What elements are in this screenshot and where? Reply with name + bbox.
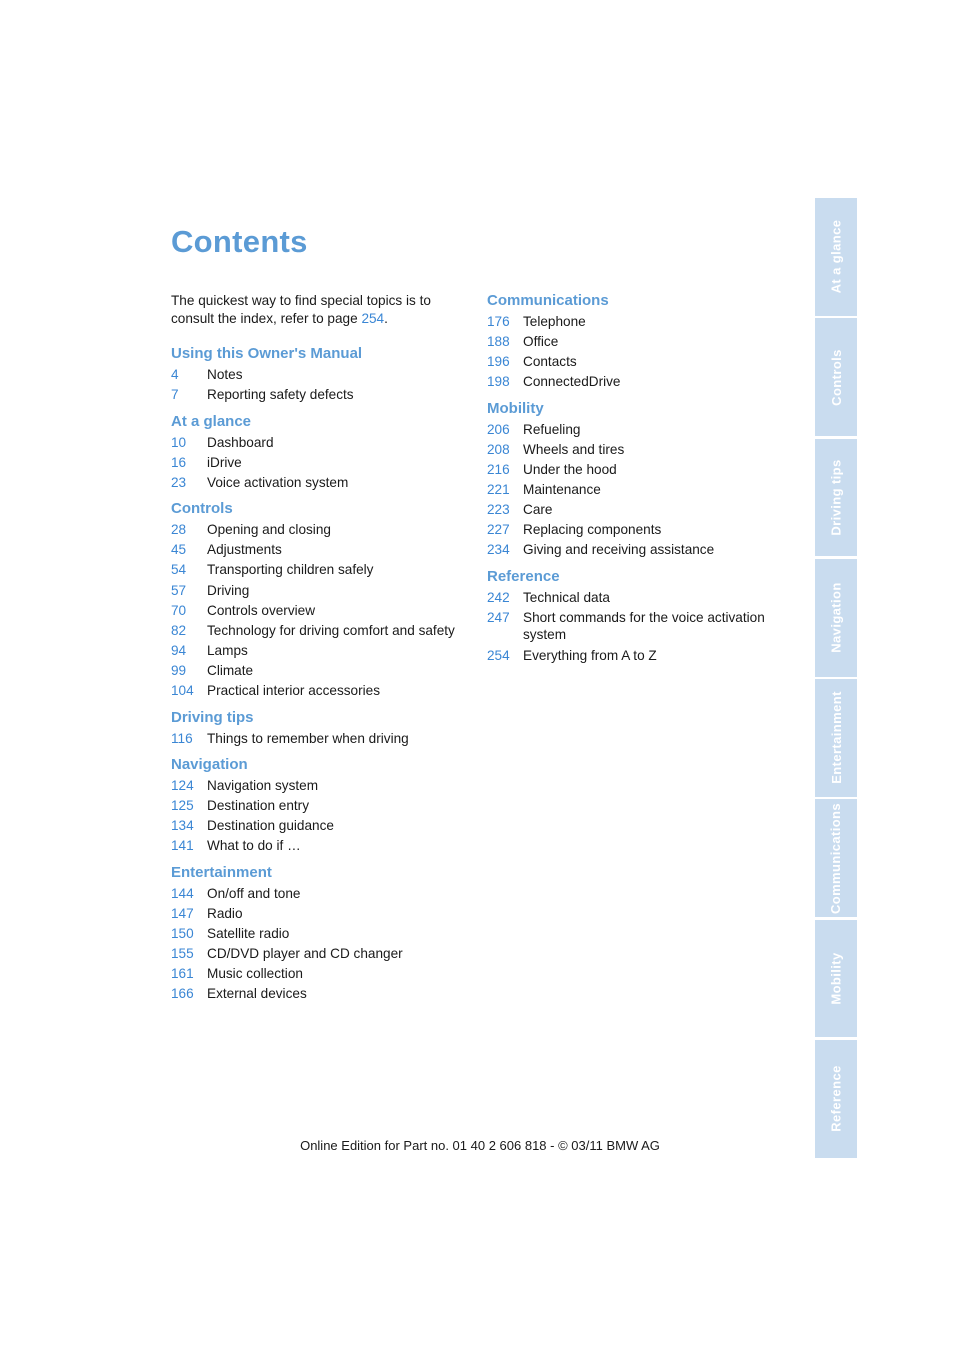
entry-page-number[interactable]: 196 [487, 354, 510, 370]
contents-entry[interactable] [171, 642, 461, 660]
entry-page-number[interactable]: 221 [487, 482, 510, 498]
entry-label: Controls overview [207, 602, 316, 618]
entry-label: Office [523, 334, 559, 350]
entry-page-number[interactable]: 57 [171, 582, 187, 598]
entry-page-number[interactable]: 124 [171, 778, 194, 794]
chapter-tab[interactable] [815, 679, 857, 797]
section-title[interactable]: Using this Owner's Manual [171, 345, 363, 362]
entry-label: Wheels and tires [523, 441, 625, 457]
contents-entry[interactable] [171, 965, 461, 983]
entry-page-number[interactable]: 247 [487, 609, 510, 625]
contents-entry[interactable] [171, 602, 461, 620]
entry-page-number[interactable]: 216 [487, 461, 510, 477]
entry-label: External devices [207, 986, 307, 1002]
contents-entry[interactable] [487, 521, 787, 539]
entry-label: Giving and receiving assistance [523, 542, 715, 558]
entry-label: Adjustments [207, 542, 282, 558]
contents-entry[interactable] [171, 366, 461, 384]
entry-page-number[interactable]: 134 [171, 818, 194, 834]
contents-entry[interactable] [171, 777, 461, 795]
intro-end: . [384, 311, 388, 326]
entry-label: Short commands for the voice activation system [523, 609, 765, 643]
contents-entry[interactable] [487, 501, 787, 519]
entry-page-number[interactable]: 23 [171, 474, 187, 490]
contents-section [171, 864, 461, 1003]
entry-page-number[interactable]: 16 [171, 454, 187, 470]
entry-label: iDrive [207, 454, 242, 470]
contents-right-column [487, 292, 787, 673]
entry-label: Contacts [523, 354, 577, 370]
entry-page-number[interactable]: 99 [171, 662, 187, 678]
contents-section [171, 345, 461, 404]
intro-text: The quickest way to find special topics is to consult the index, refer to page [171, 293, 431, 326]
entry-label: Notes [207, 367, 243, 382]
chapter-tab-label: Driving tips [828, 459, 844, 536]
contents-entry[interactable] [487, 441, 787, 459]
section-title[interactable]: Navigation [171, 756, 248, 774]
entry-label: Lamps [207, 642, 248, 658]
entry-label: Under the hood [523, 461, 617, 477]
entry-page-number[interactable]: 166 [171, 986, 194, 1002]
entry-label: What to do if … [207, 838, 301, 854]
entry-label: Transporting children safely [207, 562, 374, 578]
contents-entry[interactable] [171, 386, 461, 404]
contents-entry[interactable] [487, 333, 787, 351]
entry-page-number[interactable]: 4 [171, 367, 179, 382]
entry-label: Voice activation system [207, 474, 349, 490]
chapter-tab[interactable] [815, 318, 857, 436]
contents-section [171, 756, 461, 855]
contents-entry[interactable] [171, 521, 461, 539]
entry-label: Driving [207, 582, 250, 598]
entry-page-number[interactable]: 242 [487, 589, 510, 605]
contents-entry[interactable] [171, 622, 461, 640]
entry-label: Care [523, 502, 553, 518]
entry-label: Refueling [523, 421, 581, 437]
entry-page-number[interactable]: 141 [171, 838, 194, 854]
entry-page-number[interactable]: 7 [171, 387, 179, 403]
contents-section [487, 292, 787, 391]
contents-section [171, 500, 461, 699]
entry-label: Technology for driving comfort and safety [207, 622, 455, 638]
entry-label: Navigation system [207, 778, 319, 794]
entry-page-number[interactable]: 188 [487, 334, 510, 350]
entry-label: Things to remember when driving [207, 730, 409, 746]
entry-page-number[interactable]: 144 [171, 885, 194, 901]
chapter-tab-label: Navigation [828, 582, 844, 653]
entry-page-number[interactable]: 206 [487, 421, 510, 437]
entry-page-number[interactable]: 104 [171, 683, 194, 699]
contents-section [487, 400, 787, 559]
section-title[interactable]: At a glance [171, 412, 252, 430]
contents-section [487, 568, 787, 664]
contents-section [171, 413, 461, 492]
contents-entry[interactable] [487, 481, 787, 499]
contents-entry[interactable] [171, 885, 461, 903]
chapter-tab[interactable] [815, 439, 857, 557]
entry-page-number[interactable]: 208 [487, 441, 510, 457]
chapter-tab-label: Controls [828, 348, 844, 406]
chapter-tab[interactable] [815, 799, 857, 917]
contents-entry[interactable] [487, 609, 787, 644]
contents-entry[interactable] [487, 461, 787, 479]
contents-entry[interactable] [171, 797, 461, 815]
entry-label: Telephone [523, 314, 586, 329]
entry-page-number[interactable]: 10 [171, 434, 187, 450]
contents-entry[interactable] [487, 353, 787, 371]
entry-page-number[interactable]: 198 [487, 374, 510, 390]
entry-page-number[interactable]: 70 [171, 602, 187, 618]
entry-label: Satellite radio [207, 926, 290, 941]
contents-entry[interactable] [487, 541, 787, 559]
intro-paragraph [171, 292, 461, 328]
entry-label: Climate [207, 662, 254, 678]
section-title[interactable]: Mobility [487, 399, 544, 417]
contents-entry[interactable] [171, 582, 461, 600]
contents-entry[interactable] [487, 421, 787, 439]
page-title: Contents [171, 224, 308, 259]
contents-entry[interactable] [171, 474, 461, 492]
contents-entry[interactable] [171, 817, 461, 835]
entry-label: Music collection [207, 966, 303, 982]
chapter-tab-label: Communications [828, 802, 844, 914]
contents-entry[interactable] [171, 730, 461, 748]
entry-page-number[interactable]: 161 [171, 966, 194, 982]
entry-label: Technical data [523, 589, 610, 605]
contents-entry[interactable] [171, 682, 461, 700]
index-page-link[interactable]: 254 [361, 311, 385, 326]
entry-page-number[interactable]: 54 [171, 562, 187, 578]
contents-entry[interactable] [487, 373, 787, 391]
section-title[interactable]: Entertainment [171, 863, 272, 881]
chapter-tab-label: Entertainment [828, 691, 844, 785]
entry-label: Maintenance [523, 482, 601, 498]
contents-entry[interactable] [171, 434, 461, 452]
entry-page-number[interactable]: 234 [487, 542, 510, 558]
contents-entry[interactable] [171, 662, 461, 680]
contents-entry[interactable] [171, 945, 461, 963]
contents-entry[interactable] [487, 647, 787, 665]
chapter-tab-label: At a glance [828, 220, 844, 294]
chapter-tab[interactable] [815, 198, 857, 316]
contents-entry[interactable] [171, 985, 461, 1003]
entry-page-number[interactable]: 254 [487, 647, 510, 663]
entry-label: Destination guidance [207, 818, 334, 834]
entry-label: Destination entry [207, 798, 310, 814]
entry-label: On/off and tone [207, 885, 301, 901]
chapter-tab[interactable] [815, 559, 857, 677]
entry-label: Radio [207, 905, 243, 921]
entry-page-number[interactable]: 116 [171, 730, 193, 746]
section-title[interactable]: Communications [487, 292, 609, 309]
entry-label: Opening and closing [207, 522, 331, 538]
contents-entry[interactable] [171, 541, 461, 559]
entry-label: Reporting safety defects [207, 387, 354, 403]
contents-entry[interactable] [171, 925, 461, 943]
chapter-tab-label: Mobility [828, 952, 844, 1005]
entry-label: Dashboard [207, 434, 274, 450]
entry-label: CD/DVD player and CD changer [207, 946, 403, 962]
chapter-tab-label: Reference [828, 1065, 844, 1132]
entry-label: Everything from A to Z [523, 647, 657, 663]
contents-left-column [171, 345, 461, 1012]
footer-edition-note: Online Edition for Part no. 01 40 2 606 818 - © 03/11 BMW AG [300, 1138, 660, 1153]
entry-label: Practical interior accessories [207, 683, 381, 699]
entry-page-number[interactable]: 223 [487, 502, 510, 518]
contents-entry[interactable] [171, 905, 461, 923]
entry-page-number[interactable]: 227 [487, 522, 510, 538]
entry-label: Replacing components [523, 522, 662, 538]
contents-entry[interactable] [171, 837, 461, 855]
contents-entry[interactable] [171, 454, 461, 472]
contents-entry[interactable] [487, 589, 787, 607]
entry-page-number[interactable]: 94 [171, 642, 187, 658]
contents-entry[interactable] [487, 313, 787, 331]
section-title[interactable]: Driving tips [171, 708, 254, 726]
entry-label: ConnectedDrive [523, 374, 621, 390]
entry-page-number[interactable]: 155 [171, 946, 194, 962]
entry-page-number[interactable]: 176 [487, 314, 510, 329]
entry-page-number[interactable]: 45 [171, 542, 187, 558]
entry-page-number[interactable]: 28 [171, 522, 187, 538]
section-title[interactable]: Controls [171, 500, 233, 518]
entry-page-number[interactable]: 150 [171, 926, 194, 941]
contents-section [171, 709, 461, 748]
entry-page-number[interactable]: 125 [171, 798, 194, 814]
section-title[interactable]: Reference [487, 567, 560, 585]
entry-page-number[interactable]: 147 [171, 905, 194, 921]
chapter-tab-sidebar [815, 198, 857, 1160]
chapter-tab[interactable] [815, 920, 857, 1038]
entry-page-number[interactable]: 82 [171, 622, 187, 638]
contents-entry[interactable] [171, 561, 461, 579]
